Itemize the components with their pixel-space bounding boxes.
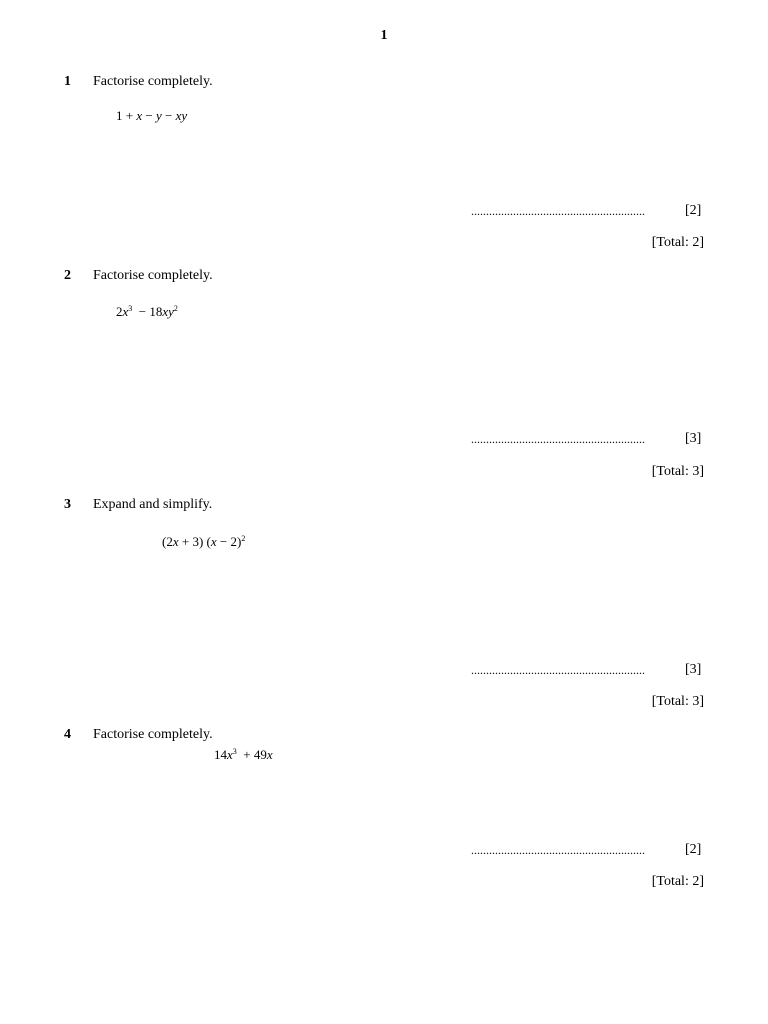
question-2-instruction: Factorise completely.	[93, 268, 213, 283]
question-3-expression: (2x + 3) $(x - 2)^2$	[162, 534, 246, 549]
question-4-expression: $14x^3 + 49x$	[214, 747, 273, 762]
question-2-number: 2	[64, 268, 71, 283]
question-1-expression: 1 + x − y − xy	[116, 108, 188, 123]
question-2-marks: [3]	[685, 431, 702, 446]
question-4-marks: [2]	[685, 842, 702, 857]
question-3-instruction: Expand and simplify.	[93, 497, 213, 512]
question-3-marks: [3]	[685, 662, 702, 677]
question-1-answer-line[interactable]: ..........................................................	[471, 204, 645, 218]
question-4-total: [Total: 2]	[651, 874, 704, 889]
question-3-number: 3	[64, 497, 71, 512]
page-number: 1	[380, 28, 388, 43]
question-4-answer-line[interactable]: ..........................................................	[471, 843, 645, 857]
question-4-instruction: Factorise completely.	[93, 727, 213, 742]
question-3-total: [Total: 3]	[651, 694, 704, 709]
question-1-marks: [2]	[685, 203, 702, 218]
question-2-total: [Total: 3]	[651, 464, 704, 479]
question-1-instruction: Factorise completely.	[93, 74, 213, 89]
question-2-answer-line[interactable]: ..........................................................	[471, 432, 645, 446]
question-1-number: 1	[64, 74, 71, 89]
question-2-expression: $2x^3 - 18xy^2$	[116, 304, 178, 319]
question-1-total: [Total: 2]	[651, 235, 704, 250]
question-4-number: 4	[64, 727, 71, 742]
question-3-answer-line[interactable]: ..........................................................	[471, 663, 645, 677]
